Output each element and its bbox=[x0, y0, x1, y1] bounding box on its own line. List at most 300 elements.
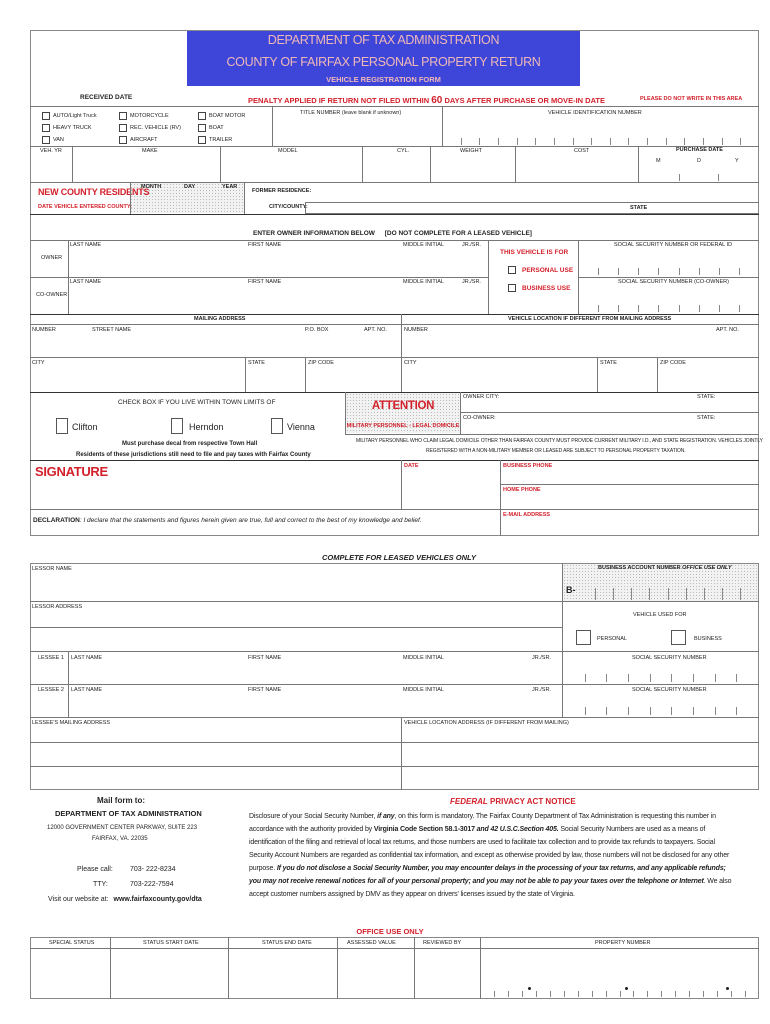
personal-use-label: PERSONAL USE bbox=[522, 267, 574, 274]
comb-tick bbox=[550, 991, 551, 997]
status-start-date-label: STATUS START DATE bbox=[143, 940, 199, 946]
office-end-date-field[interactable] bbox=[229, 949, 336, 998]
comb-tick bbox=[620, 991, 621, 997]
privacy-title bbox=[450, 797, 576, 806]
lessee1-mi-label: MIDDLE INITIAL bbox=[403, 655, 444, 661]
comb-tick bbox=[585, 707, 586, 715]
penalty-tail: DAYS AFTER PURCHASE OR MOVE-IN DATE bbox=[444, 96, 606, 105]
rule bbox=[345, 434, 759, 435]
owner-ssn-field[interactable] bbox=[578, 241, 759, 277]
decal-note: Must purchase decal from respective Town Hall bbox=[122, 441, 258, 447]
business-use-checkbox[interactable] bbox=[508, 284, 516, 292]
p6a: you may not receive renewal notices for all of your personal property; and you may not be able to pay your taxes over the telephone or Internet bbox=[249, 878, 704, 885]
day-label: DAY bbox=[184, 184, 196, 190]
comb-tick bbox=[592, 991, 593, 997]
trailer-checkbox[interactable] bbox=[198, 136, 206, 144]
comb-tick bbox=[671, 674, 672, 682]
website-line bbox=[48, 896, 202, 903]
rule bbox=[488, 240, 489, 314]
rule bbox=[30, 314, 759, 315]
p2d: Social Security Numbers are used as a means of bbox=[558, 826, 706, 833]
comb-tick bbox=[671, 707, 672, 715]
special-status-label: SPECIAL STATUS bbox=[49, 940, 95, 946]
boat-checkbox[interactable] bbox=[198, 124, 206, 132]
rule bbox=[220, 146, 221, 182]
business-account-office-use: OFFICE USE ONLY bbox=[682, 565, 732, 571]
lessee1-ssn-field[interactable] bbox=[563, 652, 758, 684]
lessee1-name-field[interactable] bbox=[69, 662, 561, 683]
business-use-label: BUSINESS USE bbox=[522, 285, 571, 292]
lessee1-first-name-label: FIRST NAME bbox=[248, 655, 282, 661]
comb-tick bbox=[715, 707, 716, 715]
auto-label: AUTO/Light Truck bbox=[53, 113, 97, 119]
declaration bbox=[33, 518, 422, 525]
office-special-status-field[interactable] bbox=[31, 949, 109, 998]
rule bbox=[30, 460, 759, 461]
comb-tick bbox=[564, 991, 565, 997]
co-owner-mi-label: MIDDLE INITIAL bbox=[403, 279, 444, 285]
lessor-name-label: LESSOR NAME bbox=[32, 566, 72, 572]
co-owner-state-label: STATE: bbox=[697, 415, 716, 421]
comb-tick bbox=[715, 674, 716, 682]
penalty-notice bbox=[248, 95, 605, 106]
website-link[interactable]: www.fairfaxcounty.gov/dta bbox=[113, 896, 202, 903]
vl-city-label: CITY bbox=[404, 360, 417, 366]
herndon-label: Herndon bbox=[189, 422, 224, 432]
comb-tick bbox=[606, 991, 607, 997]
comb-tick bbox=[740, 138, 741, 145]
purchase-day-label: D bbox=[697, 158, 701, 164]
co-owner-label: CO-OWNER bbox=[36, 292, 68, 298]
motorcycle-label: MOTORCYCLE bbox=[130, 113, 169, 119]
leased-business-checkbox[interactable] bbox=[671, 630, 686, 645]
rule bbox=[130, 182, 131, 214]
rec-vehicle-label: REC. VEHICLE (RV) bbox=[130, 125, 181, 131]
year-label: YEAR bbox=[222, 184, 238, 190]
mail-department: DEPARTMENT OF TAX ADMINISTRATION bbox=[55, 809, 202, 818]
enter-owner-info: ENTER OWNER INFORMATION BELOW bbox=[253, 230, 375, 237]
comb-tick bbox=[650, 674, 651, 682]
comb-tick bbox=[536, 991, 537, 997]
office-start-date-field[interactable] bbox=[111, 949, 227, 998]
comb-tick bbox=[494, 991, 495, 997]
ssn-co-owner-label: SOCIAL SECURITY NUMBER (CO-OWNER) bbox=[618, 279, 729, 285]
comb-tick bbox=[679, 268, 680, 275]
lessee2-ssn-field[interactable] bbox=[563, 685, 758, 717]
vin-label: VEHICLE IDENTIFICATION NUMBER bbox=[548, 110, 642, 116]
lessee1-label: LESSEE 1 bbox=[38, 655, 64, 661]
purchase-month-label: M bbox=[656, 158, 661, 164]
mail-street: 12000 GOVERNMENT CENTER PARKWAY, SUITE 223 bbox=[47, 825, 198, 831]
weight-label: WEIGHT bbox=[460, 148, 482, 154]
b-prefix: B- bbox=[566, 585, 576, 595]
comb-tick bbox=[689, 991, 690, 997]
co-owner-ssn-field[interactable] bbox=[578, 278, 759, 314]
comb-tick bbox=[508, 991, 509, 997]
privacy-line-7: accept customer numbers assigned by DMV as they appear on drivers' licenses issued by the state of Virginia. bbox=[249, 891, 575, 898]
penalty-days: 60 bbox=[431, 95, 443, 106]
reviewed-by-label: REVIEWED BY bbox=[423, 940, 462, 946]
prop-dot-2 bbox=[625, 987, 628, 990]
comb-tick bbox=[573, 138, 574, 145]
rule bbox=[244, 182, 245, 214]
comb-tick bbox=[598, 305, 599, 312]
comb-tick bbox=[628, 674, 629, 682]
email-label: E-MAIL ADDRESS bbox=[503, 512, 551, 518]
month-label: MONTH bbox=[141, 184, 162, 190]
rule bbox=[272, 106, 273, 146]
owner-first-name-label: FIRST NAME bbox=[248, 242, 282, 248]
privacy-line-2 bbox=[249, 823, 761, 836]
property-number-field[interactable] bbox=[480, 949, 759, 999]
comb-tick bbox=[740, 588, 741, 600]
rule bbox=[72, 146, 73, 182]
comb-tick bbox=[693, 707, 694, 715]
this-vehicle-for-label: THIS VEHICLE IS FOR bbox=[500, 249, 569, 256]
date-entered-label: DATE VEHICLE ENTERED COUNTY: bbox=[38, 204, 132, 210]
vehicle-location-heading: VEHICLE LOCATION IF DIFFERENT FROM MAILING ADDRESS bbox=[508, 316, 672, 322]
comb-tick bbox=[668, 588, 669, 600]
vehicle-location-city-field[interactable] bbox=[402, 358, 758, 391]
apt-no-label: APT. NO. bbox=[364, 327, 387, 333]
comb-tick bbox=[739, 268, 740, 275]
p5b: If you do not disclose a Social Security Number, you may encounter delays in the processing of your tax returns, and any applicable refunds; bbox=[276, 865, 726, 872]
owner-last-name-label: LAST NAME bbox=[70, 242, 102, 248]
comb-tick bbox=[699, 305, 700, 312]
home-phone-label: HOME PHONE bbox=[503, 487, 541, 493]
signature-field[interactable] bbox=[31, 480, 401, 510]
comb-tick bbox=[618, 305, 619, 312]
p6b: . We also bbox=[703, 878, 732, 885]
comb-tick bbox=[554, 138, 555, 145]
comb-tick bbox=[699, 268, 700, 275]
email-field[interactable] bbox=[501, 519, 758, 535]
owner-jrsr-label: JR./SR. bbox=[462, 242, 481, 248]
p2c: and 42 U.S.C.Section 405. bbox=[474, 826, 559, 833]
rule bbox=[562, 601, 563, 651]
comb-tick bbox=[606, 674, 607, 682]
declaration-label: DECLARATION bbox=[33, 517, 80, 524]
trailer-label: TRAILER bbox=[209, 137, 233, 143]
mail-city: FAIRFAX, VA. 22035 bbox=[92, 836, 148, 842]
comb-tick bbox=[719, 305, 720, 312]
po-box-label: P.O. BOX bbox=[305, 327, 329, 333]
comb-tick bbox=[650, 707, 651, 715]
city-label: CITY bbox=[32, 360, 45, 366]
comb-tick bbox=[618, 268, 619, 275]
office-assessed-value-field[interactable] bbox=[338, 949, 413, 998]
comb-tick bbox=[661, 991, 662, 997]
owner-label: OWNER bbox=[41, 255, 63, 261]
rule bbox=[460, 412, 759, 413]
comb-tick bbox=[591, 138, 592, 145]
owner-mi-label: MIDDLE INITIAL bbox=[403, 242, 444, 248]
comb-tick bbox=[703, 138, 704, 145]
prop-dot-3 bbox=[726, 987, 729, 990]
auto-checkbox[interactable] bbox=[42, 112, 50, 120]
rule bbox=[515, 146, 516, 182]
rule bbox=[305, 202, 306, 214]
boat-motor-checkbox[interactable] bbox=[198, 112, 206, 120]
leased-title: COMPLETE FOR LEASED VEHICLES ONLY bbox=[322, 553, 477, 562]
state-label-addr: STATE bbox=[248, 360, 265, 366]
p2b: Virginia Code Section 58.1-3017 bbox=[373, 826, 475, 833]
penalty-text: PENALTY APPLIED IF RETURN NOT FILED WITHIN bbox=[248, 96, 430, 105]
lessor-name-field[interactable] bbox=[31, 573, 561, 599]
purchase-date-label: PURCHASE DATE bbox=[676, 147, 723, 153]
mailing-street-field[interactable] bbox=[31, 325, 400, 357]
vienna-checkbox[interactable] bbox=[271, 418, 283, 434]
model-label: MODEL bbox=[278, 148, 298, 154]
comb-tick bbox=[704, 588, 705, 600]
ssn-fed-label: SOCIAL SECURITY NUMBER OR FEDERAL ID bbox=[614, 242, 733, 248]
comb-tick bbox=[638, 268, 639, 275]
comb-tick bbox=[736, 707, 737, 715]
purchase-year-label: Y bbox=[735, 158, 739, 164]
attention-label: ATTENTION bbox=[371, 400, 435, 412]
comb-tick bbox=[717, 991, 718, 997]
residents-note: Residents of these jurisdictions still need to file and pay taxes with Fairfax County bbox=[76, 452, 311, 458]
co-owner-name-field[interactable] bbox=[68, 278, 488, 314]
privacy-title-text: PRIVACY ACT NOTICE bbox=[490, 797, 576, 806]
comb-tick bbox=[631, 588, 632, 600]
privacy-line-4: Security Account Numbers are regarded as confidential tax information, and except as otherwise provided by law, those numbers will not be disclosed for any other bbox=[249, 852, 730, 859]
comb-tick bbox=[693, 674, 694, 682]
comb-tick bbox=[686, 588, 687, 600]
lessor-address-label: LESSOR ADDRESS bbox=[32, 604, 83, 610]
mailing-city-field[interactable] bbox=[31, 358, 400, 391]
rule bbox=[30, 146, 759, 147]
p1c: , on this form is mandatory. The Fairfax County Department of Tax Administration is requesting this number in bbox=[394, 813, 716, 820]
street-name-label: STREET NAME bbox=[92, 327, 132, 333]
former-residence-label: FORMER RESIDENCE: bbox=[252, 188, 312, 194]
lessee2-jrsr-label: JR./SR. bbox=[532, 687, 551, 693]
privacy-line-6 bbox=[249, 875, 761, 888]
comb-tick bbox=[739, 305, 740, 312]
p1a: Disclosure of your Social Security Number, bbox=[249, 813, 378, 820]
co-owner-first-name-label: FIRST NAME bbox=[248, 279, 282, 285]
owner-city-label: OWNER CITY: bbox=[463, 394, 500, 400]
privacy-notice bbox=[249, 810, 761, 901]
comb-tick bbox=[722, 588, 723, 600]
not-leased-note: [DO NOT COMPLETE FOR A LEASED VEHICLE] bbox=[384, 230, 532, 237]
aircraft-label: AIRCRAFT bbox=[130, 137, 158, 143]
lessee2-label: LESSEE 2 bbox=[38, 687, 64, 693]
p5a: purpose. bbox=[249, 865, 277, 872]
leased-business-label: BUSINESS bbox=[694, 636, 722, 642]
comb-tick bbox=[628, 707, 629, 715]
lessee1-last-name-label: LAST NAME bbox=[71, 655, 103, 661]
received-date-label: RECEIVED DATE bbox=[80, 94, 133, 101]
personal-use-checkbox[interactable] bbox=[508, 266, 516, 274]
comb-tick bbox=[745, 991, 746, 997]
business-account-text: BUSINESS ACCOUNT NUMBER bbox=[598, 565, 681, 571]
military-domicile-label: MILITARY PERSONNEL - LEGAL DOMICILE bbox=[346, 423, 460, 429]
lessee1-jrsr-label: JR./SR. bbox=[532, 655, 551, 661]
mail-form-to: Mail form to: bbox=[97, 796, 145, 805]
military-note-2: REGISTERED WITH A NON-MILITARY MEMBER OR LEASED ARE SUBJECT TO PERSONAL PROPERTY TAXATION. bbox=[426, 448, 686, 454]
home-phone-field[interactable] bbox=[501, 494, 758, 508]
lessee2-first-name-label: FIRST NAME bbox=[248, 687, 282, 693]
comb-tick bbox=[675, 991, 676, 997]
lessee2-last-name-label: LAST NAME bbox=[71, 687, 103, 693]
rule bbox=[30, 717, 759, 718]
comb-tick bbox=[606, 707, 607, 715]
privacy-federal: FEDERAL bbox=[450, 797, 488, 806]
comb-tick bbox=[578, 991, 579, 997]
business-account-ticks bbox=[563, 564, 758, 601]
clifton-label: Clifton bbox=[72, 422, 98, 432]
boat-label: BOAT bbox=[209, 125, 224, 131]
rule bbox=[30, 601, 759, 602]
rule bbox=[460, 392, 461, 434]
rule bbox=[638, 146, 639, 182]
business-phone-field[interactable] bbox=[501, 470, 758, 483]
military-note-1: MILITARY PERSONNEL WHO CLAIM LEGAL DOMICILE OTHER THAN FAIRFAX COUNTY MUST PROVIDE CURRENT MILITARY I.D., AND STATE REGISTRATION. VEHICLES JOINTLY bbox=[356, 438, 763, 444]
cyl-label: CYL. bbox=[397, 148, 410, 154]
visit-label: Visit our website at: bbox=[48, 896, 109, 903]
lessee-vehicle-location-label: VEHICLE LOCATION ADDRESS (IF DIFFERENT FROM MAILING) bbox=[404, 720, 569, 726]
cost-label: COST bbox=[574, 148, 590, 154]
privacy-line-1 bbox=[249, 810, 761, 823]
clifton-checkbox[interactable] bbox=[56, 418, 68, 434]
comb-tick bbox=[658, 268, 659, 275]
privacy-line-5 bbox=[249, 862, 761, 875]
comb-tick bbox=[610, 138, 611, 145]
vehicle-location-street-field[interactable] bbox=[402, 325, 758, 357]
heavy-truck-checkbox[interactable] bbox=[42, 124, 50, 132]
signature-date-field[interactable] bbox=[402, 470, 499, 510]
vl-number-label: NUMBER bbox=[404, 327, 428, 333]
lessee-mailing-label: LESSEE'S MAILING ADDRESS bbox=[32, 720, 111, 726]
privacy-line-3: identification of the filing and retrieval of local tax returns, and those numbers are used to facilitate tax collection and to provide tax refunds to taxpayers. Social bbox=[249, 839, 715, 846]
leased-personal-checkbox[interactable] bbox=[576, 630, 591, 645]
comb-tick bbox=[633, 991, 634, 997]
mailing-address-heading: MAILING ADDRESS bbox=[194, 316, 246, 322]
co-owner-jrsr-label: JR./SR. bbox=[462, 279, 481, 285]
rule bbox=[30, 509, 759, 510]
comb-tick bbox=[649, 588, 650, 600]
comb-tick bbox=[638, 305, 639, 312]
vienna-label: Vienna bbox=[287, 422, 315, 432]
veh-yr-label: VEH. YR bbox=[40, 148, 62, 154]
comb-tick bbox=[658, 305, 659, 312]
comb-tick bbox=[479, 138, 480, 145]
zip-label: ZIP CODE bbox=[308, 360, 334, 366]
do-not-write-notice: PLEASE DO NOT WRITE IN THIS AREA bbox=[640, 96, 743, 102]
co-owner-city-label: CO-OWNER: bbox=[463, 415, 496, 421]
comb-tick bbox=[722, 138, 723, 145]
owner-name-field[interactable] bbox=[68, 241, 488, 277]
office-reviewed-by-field[interactable] bbox=[415, 949, 479, 998]
vehicle-used-for-label: VEHICLE USED FOR bbox=[633, 612, 687, 618]
p1b: if any bbox=[377, 813, 395, 820]
comb-tick bbox=[522, 991, 523, 997]
lessee2-name-field[interactable] bbox=[69, 694, 561, 716]
herndon-checkbox[interactable] bbox=[171, 418, 183, 434]
date-label: DATE bbox=[404, 463, 419, 469]
lessee2-mi-label: MIDDLE INITIAL bbox=[403, 687, 444, 693]
tty-number: 703-222-7594 bbox=[130, 881, 174, 888]
p2a: accordance with the authority provided by bbox=[249, 826, 374, 833]
comb-tick bbox=[647, 991, 648, 997]
lessor-address-field[interactable] bbox=[31, 611, 561, 649]
comb-tick bbox=[598, 268, 599, 275]
rule bbox=[30, 627, 562, 628]
owner-info-heading bbox=[253, 231, 532, 238]
declaration-text: : I declare that the statements and figures herein given are true, full and correct to the best of my knowledge and belief. bbox=[79, 517, 422, 524]
van-checkbox[interactable] bbox=[42, 136, 50, 144]
owner-state-label: STATE: bbox=[697, 394, 716, 400]
rule bbox=[30, 214, 759, 215]
comb-tick bbox=[498, 138, 499, 145]
please-call-label: Please call: bbox=[77, 866, 113, 873]
phone-number: 703- 222-8234 bbox=[130, 866, 176, 873]
comb-tick bbox=[613, 588, 614, 600]
comb-tick bbox=[585, 674, 586, 682]
signature-title: SIGNATURE bbox=[35, 464, 108, 479]
lessee-vehicle-location-field[interactable] bbox=[402, 728, 758, 789]
town-limits-label: CHECK BOX IF YOU LIVE WITHIN TOWN LIMITS OF bbox=[118, 399, 276, 406]
number-label: NUMBER bbox=[32, 327, 56, 333]
comb-tick bbox=[461, 138, 462, 145]
assessed-value-label: ASSESSED VALUE bbox=[347, 940, 396, 946]
comb-tick bbox=[628, 138, 629, 145]
comb-tick bbox=[719, 268, 720, 275]
comb-tick bbox=[535, 138, 536, 145]
comb-tick bbox=[684, 138, 685, 145]
rec-vehicle-checkbox[interactable] bbox=[119, 124, 127, 132]
tty-label: TTY: bbox=[93, 881, 108, 888]
vin-field[interactable] bbox=[442, 106, 759, 146]
header-form-name: VEHICLE REGISTRATION FORM bbox=[326, 75, 441, 84]
van-label: VAN bbox=[53, 137, 64, 143]
prop-dot-1 bbox=[528, 987, 531, 990]
rule bbox=[362, 146, 363, 182]
comb-tick bbox=[736, 674, 737, 682]
business-phone-label: BUSINESS PHONE bbox=[503, 463, 553, 469]
lessee2-ssn-label: SOCIAL SECURITY NUMBER bbox=[632, 687, 707, 693]
make-label: MAKE bbox=[142, 148, 158, 154]
lessee-mailing-field[interactable] bbox=[31, 728, 400, 789]
property-number-label: PROPERTY NUMBER bbox=[595, 940, 651, 946]
rule bbox=[305, 202, 759, 203]
comb-tick bbox=[666, 138, 667, 145]
tick bbox=[679, 174, 680, 181]
vl-state-label: STATE bbox=[600, 360, 617, 366]
office-use-title: OFFICE USE ONLY bbox=[356, 927, 424, 936]
comb-tick bbox=[647, 138, 648, 145]
status-end-date-label: STATUS END DATE bbox=[262, 940, 312, 946]
aircraft-checkbox[interactable] bbox=[119, 136, 127, 144]
heavy-truck-label: HEAVY TRUCK bbox=[53, 125, 92, 131]
state-label: STATE bbox=[630, 205, 648, 211]
comb-tick bbox=[731, 991, 732, 997]
comb-tick bbox=[517, 138, 518, 145]
motorcycle-checkbox[interactable] bbox=[119, 112, 127, 120]
new-residents-title: NEW COUNTY RESIDENTS bbox=[38, 187, 150, 197]
rule bbox=[430, 146, 431, 182]
co-owner-last-name-label: LAST NAME bbox=[70, 279, 102, 285]
vl-zip-label: ZIP CODE bbox=[660, 360, 686, 366]
comb-tick bbox=[679, 305, 680, 312]
leased-personal-label: PERSONAL bbox=[597, 636, 627, 642]
comb-tick bbox=[703, 991, 704, 997]
comb-tick bbox=[595, 588, 596, 600]
tick bbox=[718, 174, 719, 181]
header-title: DEPARTMENT OF TAX ADMINISTRATION bbox=[267, 33, 500, 47]
lessee1-ssn-label: SOCIAL SECURITY NUMBER bbox=[632, 655, 707, 661]
